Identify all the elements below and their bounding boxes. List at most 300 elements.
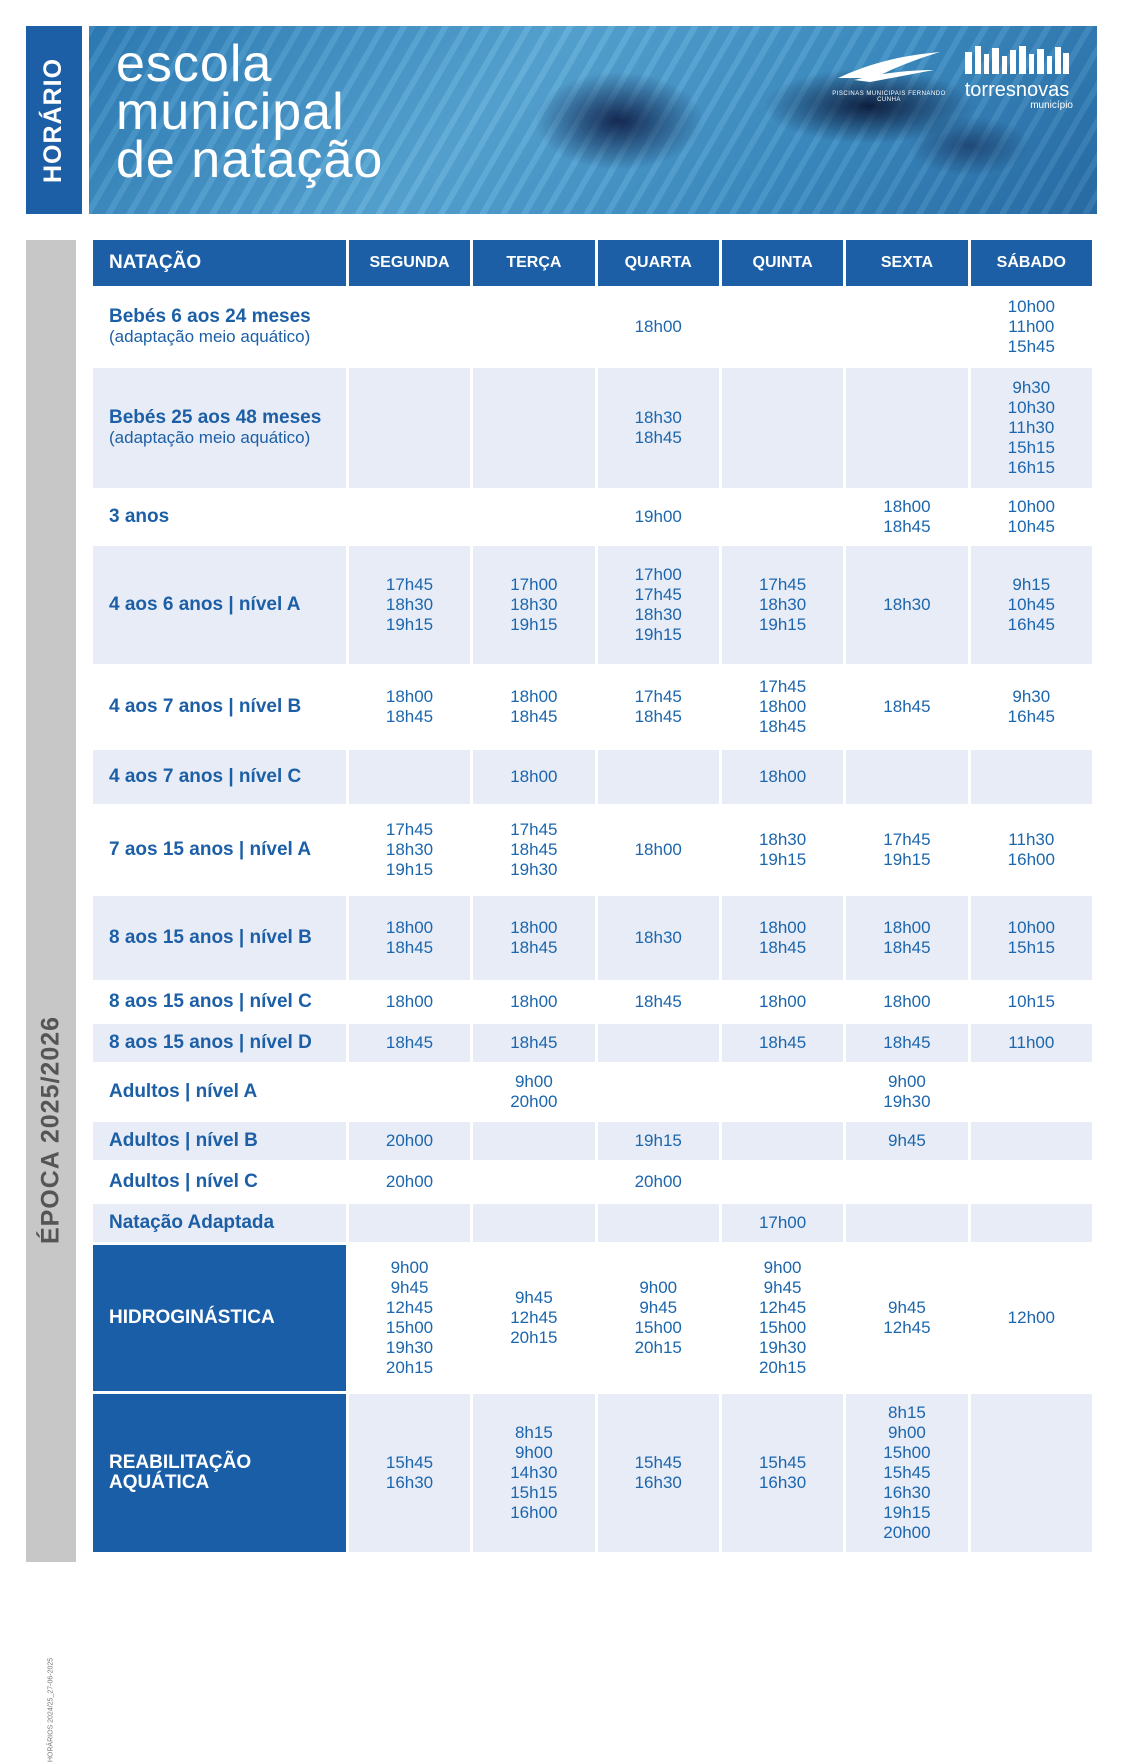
time-cell xyxy=(722,896,843,980)
time-cell xyxy=(722,546,843,664)
time-slot: 18h00 xyxy=(385,992,434,1011)
time-slot: 17h00 xyxy=(634,565,682,584)
time-slot: 18h00 xyxy=(758,767,807,786)
header-cell-day: SEXTA xyxy=(846,240,967,286)
time-cell xyxy=(598,1204,719,1242)
time-slot: 18h45 xyxy=(758,938,807,957)
category-name: 8 aos 15 anos | nível D xyxy=(109,1032,312,1053)
time-cell xyxy=(349,896,470,980)
time-slot: 15h45 xyxy=(385,1453,434,1472)
time-slot: 9h00 xyxy=(639,1278,678,1297)
time-cell xyxy=(349,1204,470,1242)
schedule-row xyxy=(93,896,1092,980)
season-label: ÉPOCA 2025/2026 xyxy=(36,1015,65,1245)
time-slot: 10h30 xyxy=(1007,398,1055,417)
time-slot: 18h30 xyxy=(510,595,558,614)
time-slot: 19h30 xyxy=(385,1338,434,1357)
time-cell xyxy=(971,807,1092,893)
category-name: Adultos | nível B xyxy=(109,1130,258,1151)
schedule-header-row xyxy=(93,240,1092,286)
time-cell xyxy=(349,1394,470,1552)
time-slot: 18h00 xyxy=(510,918,558,937)
time-slot: 18h30 xyxy=(385,840,434,859)
category-label xyxy=(93,983,346,1021)
time-slot: 15h15 xyxy=(1007,438,1055,457)
schedule-row xyxy=(93,667,1092,747)
time-slot: 19h15 xyxy=(634,625,682,644)
schedule-row xyxy=(93,1122,1092,1160)
time-slot: 9h45 xyxy=(514,1288,553,1307)
time-cell xyxy=(846,491,967,543)
time-slot: 18h00 xyxy=(385,918,434,937)
time-slot: 9h30 xyxy=(1012,378,1051,397)
municipality-logo xyxy=(961,44,1073,111)
document-code: HORÁRIOS 2024/25_27-06-2025 xyxy=(47,1657,55,1762)
time-cell xyxy=(846,1163,967,1201)
time-slot: 18h45 xyxy=(385,1033,434,1052)
time-slot: 15h45 xyxy=(1007,337,1055,356)
category-name: Bebés 25 aos 48 meses xyxy=(109,407,322,428)
time-slot: 19h15 xyxy=(883,850,931,869)
time-slot: 14h30 xyxy=(510,1463,558,1482)
time-slot: 18h45 xyxy=(883,938,931,957)
time-slot: 18h00 xyxy=(883,992,931,1011)
category-name: 8 aos 15 anos | nível B xyxy=(109,927,312,948)
time-cell xyxy=(971,289,1092,365)
time-slot: 17h45 xyxy=(758,575,807,594)
time-slot: 17h45 xyxy=(385,820,434,839)
time-slot: 18h45 xyxy=(883,697,931,716)
category-label xyxy=(93,1065,346,1119)
category-label xyxy=(93,1204,346,1242)
time-slot: 18h30 xyxy=(883,595,931,614)
time-slot: 20h00 xyxy=(883,1523,931,1542)
time-slot: 19h15 xyxy=(385,615,434,634)
schedule-row xyxy=(93,750,1092,804)
time-slot: 20h00 xyxy=(385,1131,434,1150)
time-cell xyxy=(349,667,470,747)
time-cell xyxy=(722,1024,843,1062)
time-slot: 18h30 xyxy=(758,595,807,614)
time-cell xyxy=(473,289,594,365)
time-cell xyxy=(349,368,470,488)
schedule-row xyxy=(93,807,1092,893)
time-cell xyxy=(598,289,719,365)
category-name: 7 aos 15 anos | nível A xyxy=(109,839,312,860)
header-cell-day: SEGUNDA xyxy=(349,240,470,286)
time-slot: 19h00 xyxy=(634,507,682,526)
time-cell xyxy=(846,1122,967,1160)
time-slot: 18h45 xyxy=(510,1033,558,1052)
time-slot: 19h15 xyxy=(758,850,807,869)
time-slot: 17h00 xyxy=(510,575,558,594)
time-slot: 18h30 xyxy=(634,408,682,427)
time-slot: 17h45 xyxy=(385,575,434,594)
time-slot: 8h15 xyxy=(514,1423,553,1442)
category-name: 4 aos 6 anos | nível A xyxy=(109,594,301,615)
category-name: Bebés 6 aos 24 meses xyxy=(109,306,311,327)
time-slot: 18h00 xyxy=(634,840,682,859)
time-slot: 17h00 xyxy=(758,1213,807,1232)
time-cell xyxy=(473,1065,594,1119)
time-cell xyxy=(349,546,470,664)
schedule-row xyxy=(93,983,1092,1021)
time-slot: 15h45 xyxy=(634,1453,682,1472)
category-name: 3 anos xyxy=(109,506,170,527)
time-slot: 9h45 xyxy=(639,1298,678,1317)
time-slot: 9h00 xyxy=(514,1072,553,1091)
time-slot: 12h45 xyxy=(510,1308,558,1327)
time-slot: 15h00 xyxy=(883,1443,931,1462)
time-slot: 18h45 xyxy=(634,707,682,726)
time-slot: 18h00 xyxy=(883,497,931,516)
time-slot: 19h15 xyxy=(758,615,807,634)
municipality-sub: município xyxy=(1030,100,1073,111)
time-cell xyxy=(846,983,967,1021)
schedule-row xyxy=(93,491,1092,543)
time-cell xyxy=(846,546,967,664)
time-slot: 18h00 xyxy=(634,317,682,336)
time-slot: 19h30 xyxy=(758,1338,807,1357)
time-slot: 16h30 xyxy=(634,1473,682,1492)
time-slot: 9h30 xyxy=(1012,687,1051,706)
swoosh-logo-icon xyxy=(834,48,944,84)
time-slot: 17h45 xyxy=(634,585,682,604)
time-cell xyxy=(598,667,719,747)
time-slot: 18h45 xyxy=(385,938,434,957)
time-slot: 18h00 xyxy=(883,918,931,937)
time-cell xyxy=(598,1394,719,1552)
banner-title-line: de natação xyxy=(116,131,384,189)
time-cell xyxy=(473,1394,594,1552)
time-cell xyxy=(349,1122,470,1160)
time-cell xyxy=(971,368,1092,488)
time-cell xyxy=(722,289,843,365)
time-slot: 16h00 xyxy=(1007,850,1055,869)
time-slot: 20h00 xyxy=(385,1172,434,1191)
time-slot: 9h00 xyxy=(763,1258,802,1277)
time-slot: 10h45 xyxy=(1007,517,1055,536)
time-cell xyxy=(473,807,594,893)
header-cell-category: NATAÇÃO xyxy=(93,240,346,286)
time-slot: 15h15 xyxy=(510,1483,558,1502)
side-label-text: HORÁRIO xyxy=(39,57,68,183)
time-slot: 15h00 xyxy=(385,1318,434,1337)
time-cell xyxy=(971,546,1092,664)
time-slot: 10h00 xyxy=(1007,918,1055,937)
time-slot: 15h00 xyxy=(634,1318,682,1337)
schedule-row xyxy=(93,1065,1092,1119)
time-cell xyxy=(971,1024,1092,1062)
banner-title xyxy=(116,35,384,189)
time-cell xyxy=(846,368,967,488)
category-name: HIDROGINÁSTICA xyxy=(109,1307,275,1328)
header-banner xyxy=(89,26,1097,214)
time-cell xyxy=(473,368,594,488)
schedule-row xyxy=(93,1245,1092,1391)
time-slot: 11h30 xyxy=(1008,418,1055,437)
time-cell xyxy=(971,667,1092,747)
header-cell-day: SÁBADO xyxy=(971,240,1092,286)
category-label xyxy=(93,1163,346,1201)
category-label xyxy=(93,1245,346,1391)
category-label xyxy=(93,1122,346,1160)
time-slot: 12h45 xyxy=(758,1298,807,1317)
municipality-name: torresnovas xyxy=(964,79,1070,101)
header-cell-day: QUINTA xyxy=(722,240,843,286)
time-slot: 16h45 xyxy=(1007,707,1055,726)
time-slot: 18h00 xyxy=(385,687,434,706)
time-cell xyxy=(971,1394,1092,1552)
time-cell xyxy=(722,1394,843,1552)
time-cell xyxy=(722,1163,843,1201)
time-slot: 19h15 xyxy=(634,1131,682,1150)
banner-title-line: escola xyxy=(116,35,273,93)
time-slot: 11h30 xyxy=(1008,830,1055,849)
towers-logo-icon xyxy=(963,44,1071,74)
category-label xyxy=(93,289,346,365)
time-slot: 15h45 xyxy=(758,1453,807,1472)
time-cell xyxy=(349,983,470,1021)
time-cell xyxy=(971,491,1092,543)
time-slot: 20h15 xyxy=(758,1358,807,1377)
time-cell xyxy=(971,1122,1092,1160)
time-slot: 18h45 xyxy=(510,707,558,726)
time-slot: 18h00 xyxy=(758,697,807,716)
time-cell xyxy=(722,667,843,747)
time-cell xyxy=(971,750,1092,804)
time-cell xyxy=(846,1065,967,1119)
time-slot: 16h30 xyxy=(385,1473,434,1492)
time-cell xyxy=(473,1122,594,1160)
time-slot: 18h00 xyxy=(758,918,807,937)
schedule-row xyxy=(93,1204,1092,1242)
time-slot: 9h00 xyxy=(888,1423,926,1442)
time-slot: 9h45 xyxy=(888,1131,926,1150)
time-slot: 11h00 xyxy=(1008,317,1055,336)
time-slot: 19h30 xyxy=(510,860,558,879)
time-slot: 20h00 xyxy=(510,1092,558,1111)
time-slot: 18h00 xyxy=(758,992,807,1011)
time-slot: 16h15 xyxy=(1007,458,1055,477)
category-label xyxy=(93,750,346,804)
time-cell xyxy=(846,1204,967,1242)
category-label xyxy=(93,667,346,747)
time-cell xyxy=(722,491,843,543)
time-cell xyxy=(473,491,594,543)
category-label xyxy=(93,368,346,488)
time-cell xyxy=(971,896,1092,980)
category-subtitle: (adaptação meio aquático) xyxy=(109,327,311,346)
time-cell xyxy=(349,750,470,804)
time-cell xyxy=(598,1024,719,1062)
category-label xyxy=(93,546,346,664)
time-slot: 19h15 xyxy=(510,615,558,634)
time-slot: 18h45 xyxy=(758,1033,807,1052)
time-cell xyxy=(971,1245,1092,1391)
schedule-row xyxy=(93,1394,1092,1552)
time-cell xyxy=(473,983,594,1021)
category-label xyxy=(93,807,346,893)
time-slot: 18h30 xyxy=(634,605,682,624)
time-slot: 18h30 xyxy=(634,928,682,947)
time-slot: 17h45 xyxy=(510,820,558,839)
time-slot: 18h45 xyxy=(510,938,558,957)
category-name: 8 aos 15 anos | nível C xyxy=(109,991,312,1012)
time-cell xyxy=(473,667,594,747)
time-slot: 12h45 xyxy=(385,1298,434,1317)
time-slot: 12h00 xyxy=(1007,1308,1055,1327)
time-slot: 15h45 xyxy=(883,1463,931,1482)
category-subtitle: (adaptação meio aquático) xyxy=(109,428,311,447)
time-cell xyxy=(473,1245,594,1391)
time-slot: 19h15 xyxy=(385,860,434,879)
time-cell xyxy=(846,1245,967,1391)
time-cell xyxy=(971,983,1092,1021)
category-label xyxy=(93,1024,346,1062)
time-slot: 18h45 xyxy=(883,1033,931,1052)
time-slot: 17h45 xyxy=(758,677,807,696)
time-slot: 18h00 xyxy=(510,767,558,786)
time-cell xyxy=(473,896,594,980)
time-cell xyxy=(722,1204,843,1242)
time-cell xyxy=(846,896,967,980)
category-label-line: AQUÁTICA xyxy=(109,1472,210,1493)
time-slot: 9h00 xyxy=(390,1258,429,1277)
category-label xyxy=(93,1394,346,1552)
time-cell xyxy=(598,1065,719,1119)
time-cell xyxy=(598,1245,719,1391)
time-cell xyxy=(349,1024,470,1062)
time-slot: 10h00 xyxy=(1007,297,1055,316)
side-label-horario xyxy=(26,26,82,214)
time-cell xyxy=(598,368,719,488)
time-slot: 9h15 xyxy=(1012,575,1051,594)
time-cell xyxy=(722,368,843,488)
time-slot: 19h30 xyxy=(883,1092,931,1111)
time-cell xyxy=(971,1065,1092,1119)
category-name: Adultos | nível A xyxy=(109,1081,258,1102)
time-slot: 18h45 xyxy=(758,717,807,736)
category-name: Natação Adaptada xyxy=(109,1212,275,1233)
time-cell xyxy=(473,750,594,804)
schedule-row xyxy=(93,289,1092,365)
banner-title-line: municipal xyxy=(116,83,345,141)
time-slot: 16h30 xyxy=(883,1483,931,1502)
time-slot: 18h45 xyxy=(634,428,682,447)
time-slot: 20h15 xyxy=(634,1338,682,1357)
time-cell xyxy=(722,983,843,1021)
time-cell xyxy=(349,1065,470,1119)
time-cell xyxy=(349,491,470,543)
time-slot: 9h45 xyxy=(763,1278,802,1297)
time-cell xyxy=(349,1245,470,1391)
time-slot: 9h00 xyxy=(514,1443,553,1462)
time-slot: 10h45 xyxy=(1007,595,1055,614)
time-cell xyxy=(598,1122,719,1160)
time-cell xyxy=(349,289,470,365)
time-slot: 16h30 xyxy=(758,1473,807,1492)
time-slot: 10h00 xyxy=(1007,497,1055,516)
time-cell xyxy=(971,1204,1092,1242)
time-slot: 17h45 xyxy=(883,830,931,849)
time-cell xyxy=(846,1394,967,1552)
time-cell xyxy=(846,1024,967,1062)
time-cell xyxy=(349,1163,470,1201)
time-slot: 16h45 xyxy=(1007,615,1055,634)
time-cell xyxy=(722,1245,843,1391)
time-cell xyxy=(846,750,967,804)
time-cell xyxy=(971,1163,1092,1201)
time-cell xyxy=(598,750,719,804)
time-cell xyxy=(598,546,719,664)
category-name: 4 aos 7 anos | nível C xyxy=(109,766,302,787)
time-cell xyxy=(722,750,843,804)
time-slot: 9h45 xyxy=(888,1298,926,1317)
time-slot: 20h15 xyxy=(510,1328,558,1347)
time-cell xyxy=(846,289,967,365)
time-cell xyxy=(598,896,719,980)
schedule-row xyxy=(93,546,1092,664)
category-name: Adultos | nível C xyxy=(109,1171,258,1192)
time-slot: 18h30 xyxy=(385,595,434,614)
time-slot: 9h00 xyxy=(888,1072,926,1091)
time-slot: 19h15 xyxy=(883,1503,931,1522)
time-slot: 8h15 xyxy=(888,1403,926,1422)
time-slot: 11h00 xyxy=(1008,1033,1055,1052)
pool-logo xyxy=(829,48,949,103)
time-slot: 18h45 xyxy=(634,992,682,1011)
time-cell xyxy=(598,1163,719,1201)
time-slot: 18h45 xyxy=(510,840,558,859)
time-slot: 18h45 xyxy=(883,517,931,536)
category-label xyxy=(93,491,346,543)
time-slot: 18h00 xyxy=(510,992,558,1011)
time-slot: 20h15 xyxy=(385,1358,434,1377)
time-slot: 9h45 xyxy=(390,1278,429,1297)
time-cell xyxy=(722,1065,843,1119)
time-slot: 15h15 xyxy=(1007,938,1055,957)
time-slot: 18h45 xyxy=(385,707,434,726)
time-cell xyxy=(598,807,719,893)
time-cell xyxy=(598,983,719,1021)
time-cell xyxy=(846,807,967,893)
time-cell xyxy=(349,807,470,893)
time-cell xyxy=(722,1122,843,1160)
schedule-row xyxy=(93,1024,1092,1062)
time-slot: 12h45 xyxy=(883,1318,931,1337)
time-slot: 20h00 xyxy=(634,1172,682,1191)
time-slot: 10h15 xyxy=(1007,992,1055,1011)
time-cell xyxy=(722,807,843,893)
time-cell xyxy=(473,1024,594,1062)
schedule-table xyxy=(90,237,1095,1555)
time-cell xyxy=(473,1163,594,1201)
category-label-line: REABILITAÇÃO xyxy=(109,1452,252,1473)
time-cell xyxy=(473,1204,594,1242)
schedule-row xyxy=(93,1163,1092,1201)
time-slot: 15h00 xyxy=(758,1318,807,1337)
pool-logo-caption: PISCINAS MUNICIPAIS FERNANDO CUNHA xyxy=(832,91,946,103)
time-slot: 17h45 xyxy=(634,687,682,706)
header-cell-day: QUARTA xyxy=(598,240,719,286)
time-slot: 18h30 xyxy=(758,830,807,849)
category-label xyxy=(93,896,346,980)
category-name: 4 aos 7 anos | nível B xyxy=(109,696,302,717)
time-cell xyxy=(846,667,967,747)
schedule-row xyxy=(93,368,1092,488)
time-slot: 18h00 xyxy=(510,687,558,706)
